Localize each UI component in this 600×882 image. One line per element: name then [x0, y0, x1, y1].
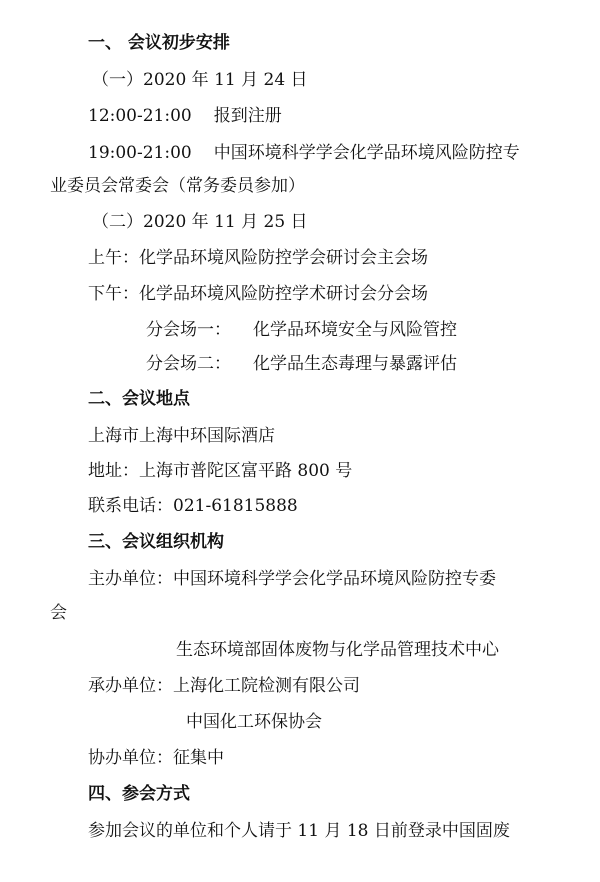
- day1-meeting-time: 19:00-21:00: [88, 143, 192, 163]
- sub-venue-one-text: 化学品环境安全与风险管控: [253, 320, 457, 340]
- section-heading-participation: 四、参会方式: [88, 784, 190, 804]
- venue-name: 上海市上海中环国际酒店: [88, 426, 275, 446]
- day2-date: （二）2020 年 11 月 25 日: [92, 212, 308, 232]
- section-heading-venue: 二、会议地点: [88, 389, 190, 409]
- co-organizer-unit: 协办单位：征集中: [88, 748, 224, 768]
- sub-venue-one: [146, 320, 457, 340]
- day2-morning: 上午：化学品环境风险防控学会研讨会主会场: [88, 248, 428, 268]
- day1-meeting-text: 中国环境科学学会化学品环境风险防控专: [213, 143, 520, 163]
- organizer-unit: 承办单位：上海化工院检测有限公司: [88, 676, 360, 696]
- day2-afternoon: 下午：化学品环境风险防控学术研讨会分会场: [88, 284, 428, 304]
- venue-address: 地址：上海市普陀区富平路 800 号: [88, 461, 353, 481]
- participation-text: 参加会议的单位和个人请于 11 月 18 日前登录中国固废: [88, 821, 510, 841]
- host-unit-continuation: 会: [50, 603, 67, 623]
- section-heading-organization: 三、会议组织机构: [88, 532, 224, 552]
- day1-registration-text: 报到注册: [213, 106, 282, 126]
- organizer-unit-second: 中国化工环保协会: [186, 712, 322, 732]
- contact-phone: 联系电话：021-61815888: [88, 496, 298, 516]
- day1-meeting-continuation: 业委员会常委会（常务委员参加）: [50, 176, 305, 196]
- sub-venue-two: [146, 354, 457, 374]
- section-heading-arrangement: 一、 会议初步安排: [88, 33, 230, 53]
- day1-registration: [88, 106, 282, 126]
- host-unit-second: 生态环境部固体废物与化学品管理技术中心: [176, 640, 499, 660]
- sub-venue-two-text: 化学品生态毒理与暴露评估: [253, 354, 457, 374]
- day1-registration-time: 12:00-21:00: [88, 106, 192, 126]
- day1-meeting: [88, 143, 520, 163]
- host-unit: 主办单位：中国环境科学学会化学品环境风险防控专委: [88, 569, 496, 589]
- sub-venue-one-label: 分会场一：: [146, 320, 231, 340]
- day1-date: （一）2020 年 11 月 24 日: [92, 70, 308, 90]
- sub-venue-two-label: 分会场二：: [146, 354, 231, 374]
